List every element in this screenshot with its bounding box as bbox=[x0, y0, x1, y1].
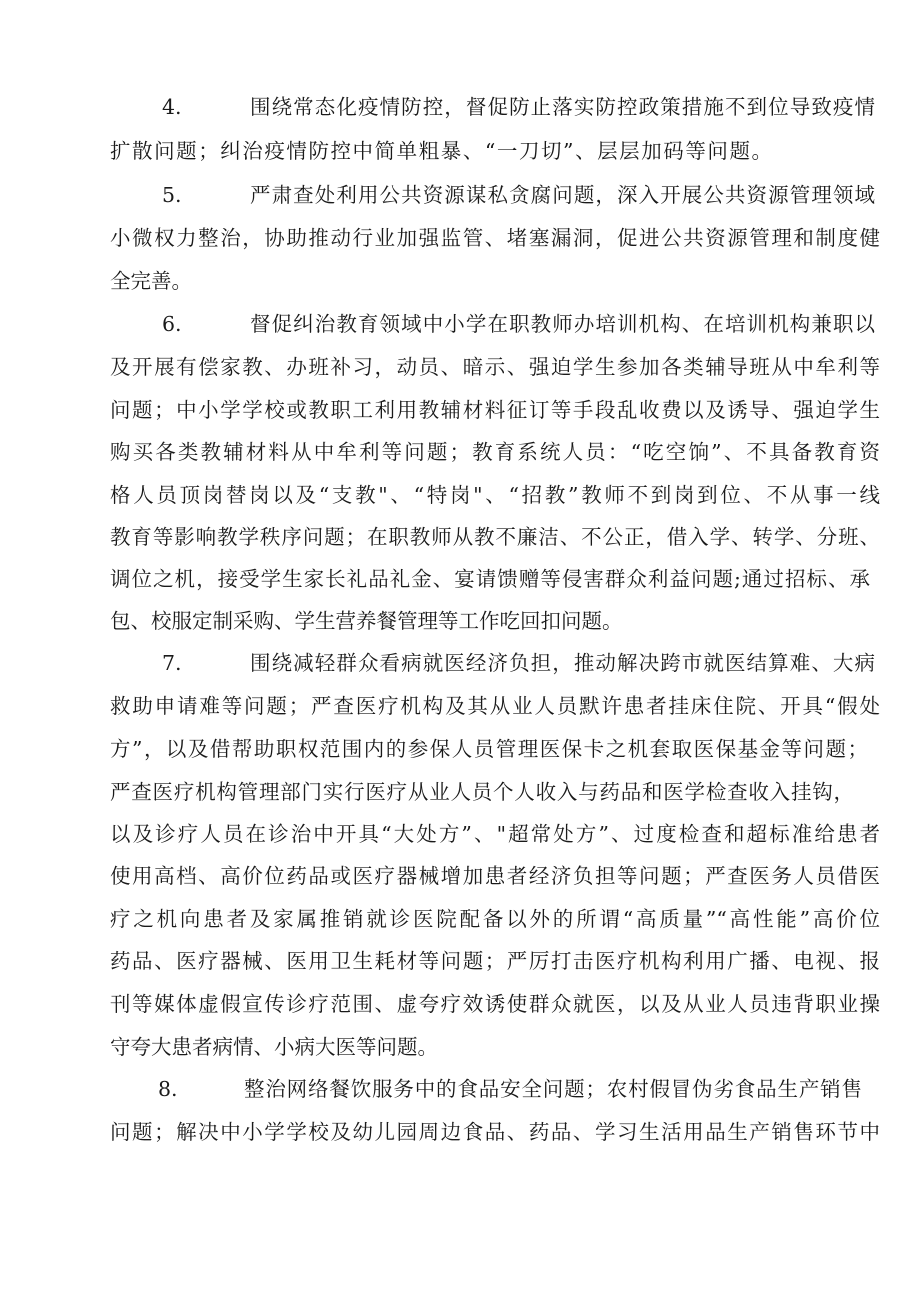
paragraph-7-line-4: 严查医疗机构管理部门实行医疗从业人员个人收入与药品和医学检查收入挂钩， bbox=[110, 780, 854, 804]
paragraph-5-line-3: 全完善。 bbox=[110, 269, 192, 293]
paragraph-text: 围绕减轻群众看病就医经济负担，推动解决跨市就医结算难、大病 bbox=[250, 651, 875, 675]
paragraph-7-line-3: 方”，以及借帮助职权范围内的参保人员管理医保卡之机套取医保基金等问题； bbox=[110, 737, 868, 761]
paragraph-6-line-7: 调位之机，接受学生家长礼品礼金、宴请馈赠等侵害群众利益问题;通过招标、承 bbox=[110, 567, 870, 591]
paragraph-7-line-8: 药品、医疗器械、医用卫生耗材等问题；严厉打击医疗机构利用广播、电视、报 bbox=[110, 949, 880, 973]
paragraph-6-line-4: 购买各类教辅材料从中牟利等问题；教育系统人员：“吃空饷”、不具备教育资 bbox=[110, 440, 880, 464]
paragraph-text: 督促纠治教育领域中小学在职教师办培训机构、在培训机构兼职以 bbox=[250, 312, 875, 336]
item-number: 7. bbox=[162, 651, 182, 675]
paragraph-6-line-5: 格人员顶岗替岗以及“支教"、“特岗"、“招教”教师不到岗到位、不从事一线 bbox=[110, 483, 880, 507]
paragraph-7-line-7: 疗之机向患者及家属推销就诊医院配备以外的所谓“高质量”“高性能”高价位 bbox=[110, 907, 880, 931]
item-number: 4. bbox=[162, 95, 182, 119]
paragraph-text: 严肃查处利用公共资源谋私贪腐问题，深入开展公共资源管理领域 bbox=[250, 183, 875, 207]
paragraph-6-line-1 bbox=[110, 309, 880, 339]
paragraph-text: 整治网络餐饮服务中的食品安全问题；农村假冒伪劣食品生产销售 bbox=[244, 1077, 862, 1101]
paragraph-7-line-6: 使用高档、高价位药品或医疗器械增加患者经济负担等问题；严查医务人员借医 bbox=[110, 864, 880, 888]
paragraph-8-line-2: 问题；解决中小学学校及幼儿园周边食品、药品、学习生活用品生产销售环节中 bbox=[110, 1120, 880, 1144]
paragraph-7-line-2: 救助申请难等问题；严查医疗机构及其从业人员默许患者挂床住院、开具“假处 bbox=[110, 694, 880, 718]
paragraph-7-line-5: 以及诊疗人员在诊治中开具“大处方”、"超常处方”、过度检查和超标准给患者 bbox=[110, 822, 880, 846]
paragraph-8-line-1 bbox=[110, 1074, 880, 1104]
paragraph-6-line-6: 教育等影响教学秩序问题；在职教师从教不廉洁、不公正，借入学、转学、分班、 bbox=[110, 525, 880, 549]
paragraph-7-line-10: 守夸大患者病情、小病大医等问题。 bbox=[110, 1035, 438, 1059]
item-number: 5. bbox=[162, 183, 182, 207]
paragraph-5-line-1 bbox=[110, 180, 880, 210]
paragraph-4-line-2: 扩散问题；纠治疫情防控中简单粗暴、“一刀切”、层层加码等问题。 bbox=[110, 139, 772, 163]
item-number: 8. bbox=[158, 1077, 178, 1101]
paragraph-4-line-1 bbox=[110, 92, 880, 122]
paragraph-text: 围绕常态化疫情防控，督促防止落实防控政策措施不到位导致疫情 bbox=[250, 95, 875, 119]
paragraph-6-line-2: 及开展有偿家教、办班补习，动员、暗示、强迫学生参加各类辅导班从中牟利等 bbox=[110, 355, 880, 379]
paragraph-7-line-9: 刊等媒体虚假宣传诊疗范围、虚夸疗效诱使群众就医，以及从业人员违背职业操 bbox=[110, 992, 880, 1016]
paragraph-7-line-1 bbox=[110, 648, 880, 678]
item-number: 6. bbox=[162, 312, 182, 336]
paragraph-6-line-3: 问题；中小学学校或教职工利用教辅材料征订等手段乱收费以及诱导、强迫学生 bbox=[110, 398, 880, 422]
paragraph-5-line-2: 小微权力整治，协助推动行业加强监管、堵塞漏洞，促进公共资源管理和制度健 bbox=[110, 226, 880, 250]
paragraph-6-line-8: 包、校服定制采购、学生营养餐管理等工作吃回扣问题。 bbox=[110, 609, 623, 633]
